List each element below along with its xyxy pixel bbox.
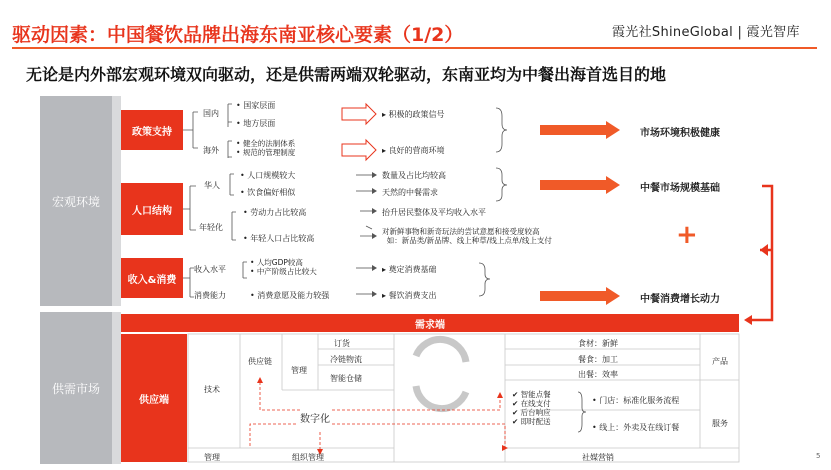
outcome-consumption-growth: 中餐消费增长动力 bbox=[640, 294, 720, 305]
smart-warehouse-label: 智能仓储 bbox=[330, 374, 362, 383]
store-service-label: • 门店：标准化服务流程 bbox=[592, 396, 680, 405]
outcome-market-scale: 中餐市场规模基础 bbox=[640, 183, 720, 194]
market-section-label: 供需市场 bbox=[40, 312, 112, 464]
population-young-item-2: • 年轻人口占比较高 bbox=[243, 234, 315, 243]
service-label: 服务 bbox=[712, 419, 728, 428]
plus-icon: + bbox=[676, 220, 698, 250]
service-checklist: ✔ 智能点餐 ✔ 在线支付 ✔ 后台响应 ✔ 即时配送 bbox=[512, 390, 551, 426]
cold-chain-label: 冷链物流 bbox=[330, 355, 362, 364]
outcome-market-environment: 市场环境积极健康 bbox=[640, 128, 720, 139]
policy-domestic-result: ▸ 积极的政策信号 bbox=[382, 110, 445, 119]
product-label: 产品 bbox=[712, 357, 728, 366]
delivery-label: 出餐：效率 bbox=[578, 370, 618, 379]
policy-support-box: 政策支持 bbox=[121, 110, 183, 150]
income-level-label: 收入水平 bbox=[194, 265, 226, 274]
digitalization-label: 数字化 bbox=[300, 414, 330, 425]
consumption-label: 消费能力 bbox=[194, 291, 226, 300]
policy-overseas-label: 海外 bbox=[203, 146, 219, 155]
mgmt-label: 管理 bbox=[204, 453, 220, 462]
page-title: 驱动因素：中国餐饮品牌出海东南亚核心要素（1/2） bbox=[12, 24, 464, 46]
page-number: 5 bbox=[816, 452, 821, 460]
income-level-result: ▸ 奠定消费基础 bbox=[382, 265, 437, 274]
population-chinese-result-2: 天然的中餐需求 bbox=[382, 188, 438, 197]
population-young-item-1: • 劳动力占比较高 bbox=[243, 208, 307, 217]
population-chinese-item-2: • 饮食偏好相似 bbox=[240, 188, 296, 197]
policy-domestic-label: 国内 bbox=[203, 109, 219, 118]
supply-chain-label: 供应链 bbox=[248, 357, 272, 366]
population-chinese-label: 华人 bbox=[204, 181, 220, 190]
consumption-item: • 消费意愿及能力较强 bbox=[250, 291, 330, 300]
org-mgmt-label: 组织管理 bbox=[292, 453, 324, 462]
consumption-result: ▸ 餐饮消费支出 bbox=[382, 291, 437, 300]
page-subtitle: 无论是内外部宏观环境双向驱动，还是供需两端双轮驱动，东南亚均为中餐出海首选目的地 bbox=[26, 65, 667, 84]
population-young-result-1: 抬升居民整体及平均收入水平 bbox=[382, 208, 486, 217]
meals-label: 餐食：加工 bbox=[578, 355, 618, 364]
policy-overseas-result: ▸ 良好的营商环境 bbox=[382, 146, 445, 155]
policy-domestic-item-2: • 地方层面 bbox=[236, 119, 276, 128]
procurement-label: 订货 bbox=[334, 339, 350, 348]
demand-side-bar: 需求端 bbox=[121, 314, 739, 332]
management-label: 管理 bbox=[291, 366, 307, 375]
policy-domestic-item-1: • 国家层面 bbox=[236, 101, 276, 110]
population-young-label: 年轻化 bbox=[199, 223, 223, 232]
tech-label: 技术 bbox=[204, 385, 220, 394]
income-level-items: • 人均GDP较高 • 中产阶级占比较大 bbox=[250, 258, 317, 276]
population-structure-box: 人口结构 bbox=[121, 183, 183, 235]
brand-logo: 霞光社ShineGlobal | 霞光智库 bbox=[612, 25, 800, 40]
social-marketing-label: 社媒营销 bbox=[582, 453, 614, 462]
population-chinese-item-1: • 人口规模较大 bbox=[240, 171, 296, 180]
supply-side-box: 供应端 bbox=[121, 334, 187, 462]
income-consumption-box: 收入&消费 bbox=[121, 258, 183, 298]
population-young-result-2: 对新鲜事物和新奇玩法的尝试意愿和接受度较高 如：新品类/新品牌、线上种草/线上点单/线上支付 bbox=[382, 227, 552, 245]
ingredients-label: 食材：新鲜 bbox=[578, 339, 618, 348]
policy-overseas-items: • 健全的法制体系 • 规范的管理制度 bbox=[236, 139, 296, 157]
online-service-label: • 线上：外卖及在线订餐 bbox=[592, 423, 680, 432]
macro-section-label: 宏观环境 bbox=[40, 96, 112, 306]
population-chinese-result-1: 数量及占比均较高 bbox=[382, 171, 446, 180]
